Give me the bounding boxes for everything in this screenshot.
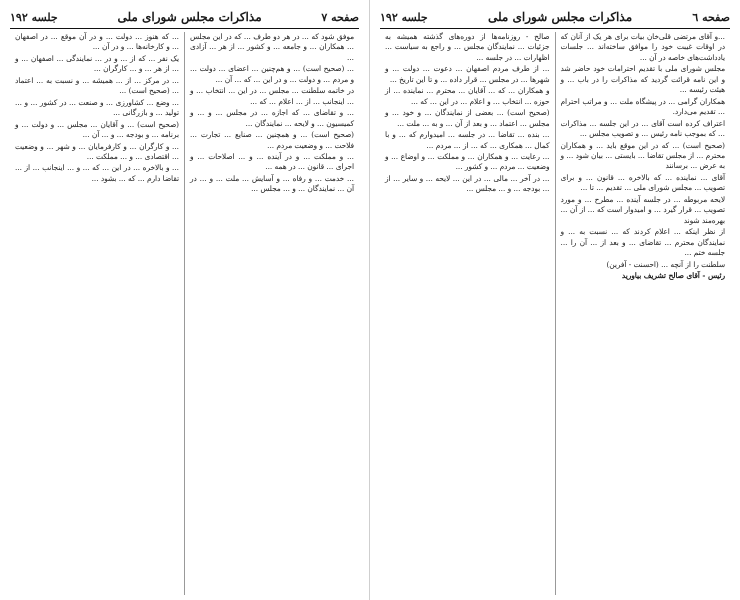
- session-number: جلسه ۱۹۲: [10, 10, 58, 24]
- paragraph: موفق شود که ... در هر دو طرف ... که در این مجلس ... همکاران ... و جامعه ... و کشور ... از هر ... آزادی ...: [190, 32, 354, 62]
- paragraph: (صحیح است) ... و آقایان ... مجلس ... و دولت ... و برنامه ... و بودجه ... و ... آن ...: [15, 119, 179, 140]
- paragraph: ... و مملکت ... و در آینده ... و ... اصلاحات ... و اجرای ... قانون ... در همه ...: [190, 151, 354, 172]
- paragraph: ... و بالاخره ... در این ... که ... و ... اینجانب ... از ... تقاضا دارم ... که ... بشود ...: [15, 163, 179, 183]
- paragraph: ... (صحیح است) ... و هم‌چنین ... اعضای ... دولت ... و مردم ... و دولت ... و در این ... که ... آن ...: [190, 64, 354, 84]
- paragraph: ...و آقای مرتضی قلی‌خان بیات برای هر یک از آنان که در اوقات غیبت خود را موافق ساخته‌اند ... جلسات یادداشت‌های خاصه در آن ...: [560, 32, 725, 62]
- paragraph: مجلس شورای ملی با تقدیم احترامات خود حاضر شد و این نامه قرائت گردید که مذاکرات را در باب ... و هیئت رئیسه ...: [560, 64, 725, 95]
- paragraph: آقای ... نماینده ... که بالاخره ... قانون ... و برای تصویب ... مجلس شورای ملی ... تقدیم ... تا ...: [560, 172, 725, 193]
- paragraph: ... که هنوز ... دولت ... و در آن موقع ... در اصفهان ... و کارخانه‌ها ... و در آن ...: [15, 32, 179, 52]
- paragraph: از نظر اینکه ... اعلام کردند که ... نسبت به ... و نمایندگان محترم ... تقاضای ... و بعد از ... آن را ... جلسه ختم ...: [560, 227, 725, 258]
- paragraph: (صحیح است) ... بعضی از نمایندگان ... و خود ... و مجلس ... اعتماد ... و بعد از آن ... و به ... ملت ...: [385, 108, 550, 128]
- paragraph: ... و تقاضای ... که اجازه ... در مجلس ... و ... و کمیسیون ... و لایحه ... نمایندگان ...: [190, 108, 354, 128]
- paragraph: ... خدمت ... و رفاه ... و آسایش ... ملت ... و ... در آن ... نمایندگان ... و ... مجلس ...: [190, 173, 354, 194]
- publication-title: مذاکرات مجلس شورای ملی: [117, 10, 262, 24]
- paragraph: ... بنده ... تقاضا ... در جلسه ... امیدوارم که ... و با کمال ... همکاری ... که ... از ... مردم ...: [385, 130, 550, 150]
- text-columns: [380, 32, 730, 595]
- page-header: [380, 6, 730, 29]
- text-column-left: [10, 32, 185, 595]
- text-column-right: [556, 32, 731, 595]
- paragraph: (صحیح است) ... که در این موقع باید ... و همکاران محترم ... از مجلس تقاضا ... بایستی ... بیان شود ... و به عرض ... برسانند: [560, 140, 725, 171]
- page-six: [370, 0, 740, 600]
- page-number: صفحه ۷: [321, 10, 359, 24]
- session-number: جلسه ۱۹۲: [380, 10, 428, 24]
- paragraph: سلطنت را از آنچه ... (احسنت - آفرین): [606, 259, 725, 269]
- closing-line: رئیس - آقای صالح تشریف بیاورید: [621, 270, 725, 280]
- paragraph: ... در مرکز ... از ... همیشه ... و نسبت به ... اعتماد ... (صحیح است) ...: [15, 75, 179, 96]
- paragraph: در خاتمه سلطنت ... مجلس ... در این ... انتخاب ... و ... اینجانب ... از ... اعلام ... که ...: [190, 86, 354, 106]
- paragraph: اعتراف کرده است آقای ... در این جلسه ... مذاکرات ... که بموجب نامه رئیس ... و تصویب مجلس ...: [560, 118, 725, 139]
- paragraph: صالح - روزنامه‌ها از دوره‌های گذشته همیشه به جزئیات ... نمایندگان مجلس ... و راجع به سیاست ... اظهارات ... در جلسه ...: [385, 32, 550, 62]
- paragraph: همکاران گرامی ... در پیشگاه ملت ... و مراتب احترام ... تقدیم می‌دارد.: [560, 96, 725, 117]
- text-column-right: [185, 32, 359, 595]
- page-header: [10, 6, 359, 29]
- page-number: صفحه ٦: [692, 10, 730, 24]
- paragraph: و همکاران ... که ... آقایان ... محترم ... نماینده ... از حوزه ... انتخاب ... و اعلام ... در این ... که ...: [385, 86, 550, 106]
- paragraph: ... در آخر ... مالی ... در این ... لایحه ... و سایر ... از ... بودجه ... و ... مجلس ...: [385, 173, 550, 194]
- paragraph: ... رعایت ... و همکاران ... و مملکت ... و اوضاع ... و وضعیت ... مردم ... و کشور ...: [385, 151, 550, 172]
- paragraph: لایحه مربوطه ... در جلسه آینده ... مطرح ... و مورد تصویب ... قرار گیرد ... و امیدوار است که ... از آن ... بهره‌مند شوند: [560, 194, 725, 225]
- text-column-left: [380, 32, 556, 595]
- paragraph: (صحیح است) ... و همچنین ... صنایع ... تجارت ... فلاحت ... و وضعیت مردم ...: [190, 130, 354, 150]
- paragraph: ... و کارگران ... و کارفرمایان ... و شهر ... و وضعیت ... اقتصادی ... و ... مملکت ...: [15, 141, 179, 161]
- publication-title: مذاکرات مجلس شورای ملی: [487, 10, 633, 24]
- paragraph: ... از طرف مردم اصفهان ... دعوت ... دولت ... و شهرها ... در مجلس ... قرار داده ... و تا این تاریخ ...: [385, 64, 550, 84]
- paragraph: یک نفر ... که از ... و در ... نمایندگی ... اصفهان ... و ... از هر ... و ... کارگران ...: [15, 53, 179, 74]
- text-columns: [10, 32, 359, 595]
- paragraph: ... وضع ... کشاورزی ... و صنعت ... در کشور ... و ... تولید ... و بازرگانی ...: [15, 97, 179, 118]
